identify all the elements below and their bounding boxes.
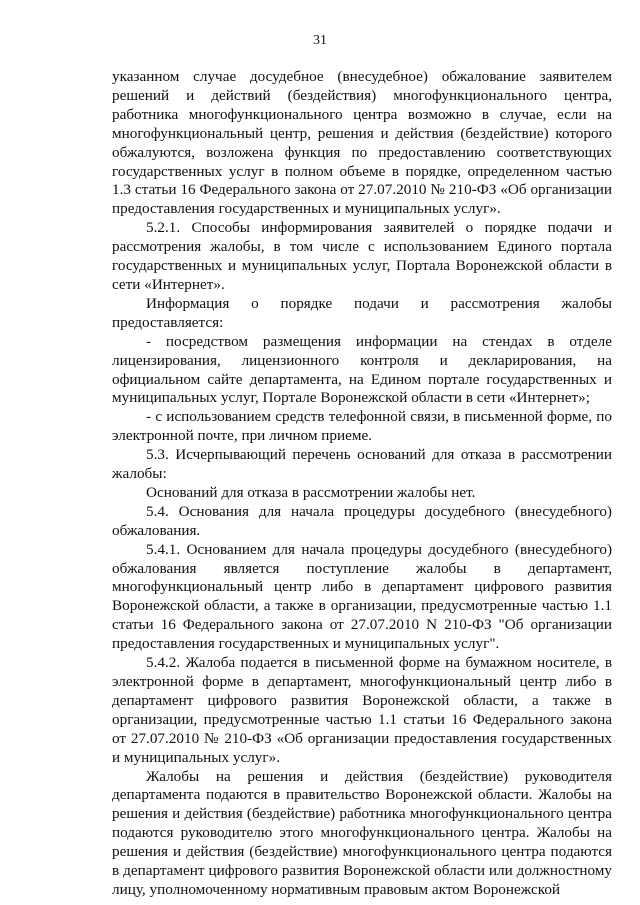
paragraph-continuation: указанном случае досудебное (внесудебное) обжалование заявителем решений и действий (бездействия) многофункционального центра, работника многофункционального центра возможно в случае, если на многофункциональный центр, решения и действия (бездействие) которого обжалуются, возложена функция по предоставлению соответствующих государственных услуг в полном объеме в порядке, определенном частью 1.3 статьи 16 Федерального закона от 27.07.2010 № 210-ФЗ «Об организации предоставления государственных и муниципальных услуг». bbox=[112, 68, 612, 218]
document-body bbox=[112, 68, 612, 900]
paragraph-5-2-1: 5.2.1. Способы информирования заявителей о порядке подачи и рассмотрения жалобы, в том числе с использованием Единого портала государственных и муниципальных услуг, Портала Воронежской области в сети «Интернет». bbox=[112, 219, 612, 293]
paragraph-5-4-2: 5.4.2. Жалоба подается в письменной форме на бумажном носителе, в электронной форме в департамент, многофункциональный центр либо в департамент цифрового развития Воронежской области, а также в организации, предусмотренные частью 1.1 статьи 16 Федерального закона от 27.07.2010 № 210-ФЗ «Об организации предоставления государственных и муниципальных услуг». bbox=[112, 654, 612, 766]
list-item-phone: - с использованием средств телефонной связи, в письменной форме, по электронной почте, при личном приеме. bbox=[112, 408, 612, 445]
page-number: 31 bbox=[313, 33, 327, 48]
paragraph-5-4: 5.4. Основания для начала процедуры досудебного (внесудебного) обжалования. bbox=[112, 502, 612, 539]
paragraph-5-4-1: 5.4.1. Основанием для начала процедуры досудебного (внесудебного) обжалования является поступление жалобы в департамент, многофункциональный центр либо в департамент цифрового развития Воронежской области, а также в организации, предусмотренные частью 1.1 статьи 16 Федерального закона от 27.07.2010 N 210-ФЗ "Об организации предоставления государственных и муниципальных услуг". bbox=[112, 540, 612, 653]
paragraph-no-grounds: Оснований для отказа в рассмотрении жалобы нет. bbox=[146, 483, 476, 501]
list-item-stands: - посредством размещения информации на стендах в отделе лицензирования, лицензионного контроля и декларирования, на официальном сайте департамента, на Едином портале государственных и муниципальных услуг, Портале Воронежской области в сети «Интернет»; bbox=[112, 332, 612, 407]
paragraph-5-3: 5.3. Исчерпывающий перечень оснований для отказа в рассмотрении жалобы: bbox=[112, 446, 612, 483]
paragraph-complaints: Жалобы на решения и действия (бездействие) руководителя департамента подаются в правительство Воронежской области. Жалобы на решения и действия (бездействие) работника многофункционального центра подаются руководителю этого многофункционального центра. Жалобы на решения и действия (бездействие) многофункционального центра подаются в департамент цифрового развития Воронежской области или должностному лицу, уполномоченному нормативным правовым актом Воронежской bbox=[112, 767, 612, 898]
paragraph-information: Информация о порядке подачи и рассмотрения жалобы предоставляется: bbox=[112, 294, 612, 331]
